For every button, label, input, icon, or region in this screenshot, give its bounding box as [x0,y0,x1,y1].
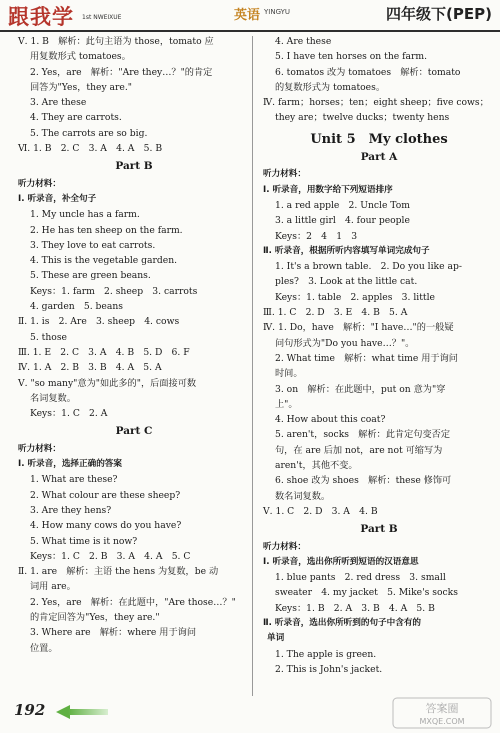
left-text-line: 2. Yes，are 解析："Are they…？"的肯定 [30,66,213,78]
left-text-line: 5. These are green beans. [30,270,151,282]
subject-pinyin: YINGYU [264,8,291,16]
right-text-line: Ⅳ. 1. Do，have 解析："I have…"的一般疑 [263,322,454,334]
brand-logo: 跟我学 [8,4,74,29]
watermark-text: 答案圈 MXQE.COM [419,702,465,726]
left-text-line: Keys：1. farm 2. sheep 3. carrots [30,285,198,297]
left-text-line: Ⅰ. 听录音，补全句子 [18,193,97,204]
right-text-line: Ⅰ. 听录音，选出你所听到短语的汉语意思 [263,556,419,567]
left-text-line: 名词复数。 [30,392,76,404]
right-text-line: Ⅰ. 听录音，用数字给下列短语排序 [263,184,393,195]
left-text-line: Ⅲ. 1. E 2. C 3. A 4. B 5. D 6. F [18,346,190,358]
left-text-line: 4. How many cows do you have? [30,520,182,532]
left-text-line: 4. They are carrots. [30,112,122,124]
left-text-line: 位置。 [30,642,58,654]
right-text-line: sweater 4. my jacket 5. Mike's socks [275,587,458,599]
page-header [0,0,500,32]
subject-label: 英语 [234,8,261,23]
left-text-line: 听力材料： [18,178,61,189]
right-text-line: 单词 [267,633,285,644]
right-text-line: 1. blue pants 2. red dress 3. small [275,572,446,584]
brand-subtitle: 1st NWEIXUE [82,14,122,21]
right-text-line: 2. This is John's jacket. [275,663,383,675]
right-text-line: 3. on 解析：在此题中，put on 意为"穿 [275,383,446,395]
left-text-line: 3. Where are 解析：where 用于询问 [30,627,197,639]
right-text-line: Ⅳ. farm；horses；ten；eight sheep；five cows； [263,97,489,109]
right-text-line: 5. I have ten horses on the farm. [275,51,428,63]
right-text-line: Keys：1. B 2. A 3. B 4. A 5. B [275,602,435,614]
left-text-line: 4. garden 5. beans [30,301,123,313]
left-text-line: 回答为"Yes，they are." [30,81,133,93]
right-text-line: Ⅴ. 1. C 2. D 3. A 4. B [263,505,378,517]
left-column [18,34,250,656]
left-text-line: Ⅱ. 1. are 解析：主语 the hens 为复数，be 动 [18,566,219,578]
right-text-line: 的复数形式为 tomatoes。 [275,81,386,93]
right-text-line: 问句形式为"Do you have…？"。 [275,337,415,349]
right-text-line: 6. tomatos 改为 tomatoes 解析：tomato [275,66,461,78]
right-text-line: 5. aren't，socks 解析：此肯定句变否定 [275,429,451,441]
left-text-line: Part C [115,425,153,438]
right-text-line: 1. The apple is green. [275,648,377,660]
watermark-logo [392,697,492,729]
right-text-line: 句，在 are 后加 not，are not 可缩写为 [275,444,443,456]
right-text-line: 3. a little girl 4. four people [275,215,410,227]
right-text-line: Keys：1. table 2. apples 3. little [275,291,435,303]
right-text-line: 4. How about this coat? [275,414,386,426]
right-text-line: 时间。 [275,368,303,380]
right-text-line: 1. a red apple 2. Uncle Tom [275,199,410,211]
left-text-line: 的肯定回答为"Yes，they are." [30,611,160,623]
arrow-tail [68,709,108,715]
right-text-line: aren't，其他不变。 [275,460,358,472]
left-text-line: 2. He has ten sheep on the farm. [30,224,183,236]
left-text-line: Ⅵ. 1. B 2. C 3. A 4. A 5. B [18,143,163,155]
right-text-line: Ⅱ. 听录音，选出你所听到的句子中含有的 [263,617,422,628]
left-text-line: Ⅱ. 1. is 2. Are 3. sheep 4. cows [18,316,180,328]
right-text-line: they are；twelve ducks；twenty hens [275,112,450,124]
right-text-line: Part A [360,151,398,164]
right-text-line: 6. shoe 改为 shoes 解析：these 修饰可 [275,475,452,487]
right-text-line: 数名词复数。 [275,490,331,502]
right-text-line: Part B [360,523,398,536]
left-text-line: Ⅰ. 听录音，选择正确的答案 [18,459,122,470]
left-text-line: 词用 are。 [30,581,76,593]
left-text-line: 3. Are these [30,97,87,109]
left-text-line: Ⅳ. 1. A 2. B 3. B 4. A 5. A [18,362,162,374]
right-text-line: 4. Are these [275,36,332,47]
left-text-line: 2. Yes，are 解析：在此题中，"Are those…？" [30,596,236,608]
right-text-line: 上"。 [275,398,298,410]
right-text-line: Ⅲ. 1. C 2. D 3. E 4. B 5. A [263,307,408,319]
right-text-line: 1. It's a brown table. 2. Do you like ap- [275,261,462,273]
left-text-line: 1. What are these? [30,474,118,486]
page-footer [0,695,500,733]
right-text-line: 2. What time 解析：what time 用于询问 [275,352,458,364]
left-text-line: Keys：1. C 2. B 3. A 4. A 5. C [30,550,191,562]
right-text-line: Keys：2 4 1 3 [275,230,358,242]
left-text-line: 5. What time is it now? [30,535,138,547]
left-text-line: 4. This is the vegetable garden. [30,255,178,267]
left-text-line: 用复数形式 tomatoes。 [30,51,131,63]
left-text-line: Part B [115,160,153,173]
left-text-line: 听力材料： [18,443,61,454]
page-number: 192 [14,701,46,719]
right-column [263,34,495,677]
left-text-line: 5. The carrots are so big. [30,127,148,139]
left-text-line: 3. Are they hens? [30,504,112,516]
right-text-line: Ⅱ. 听录音，根据所听内容填写单词完成句子 [263,245,430,256]
column-divider [252,36,253,696]
left-text-line: Keys：1. C 2. A [30,408,108,420]
right-text-line: 听力材料： [263,541,306,552]
left-text-line: 3. They love to eat carrots. [30,239,156,251]
right-text-line: ples? 3. Look at the little cat. [275,276,418,288]
grade-label: 四年级下(PEP) [386,5,492,23]
left-text-line: Ⅴ. "so many"意为"如此多的"，后面接可数 [18,377,197,389]
right-text-line: Unit 5 My clothes [310,131,448,147]
left-text-line: 2. What colour are these sheep? [30,489,181,501]
left-text-line: Ⅴ. 1. B 解析：此句主语为 those，tomato 应 [18,36,214,47]
right-text-line: 听力材料： [263,169,306,180]
left-text-line: 5. those [30,331,67,343]
left-text-line: 1. My uncle has a farm. [30,209,140,221]
